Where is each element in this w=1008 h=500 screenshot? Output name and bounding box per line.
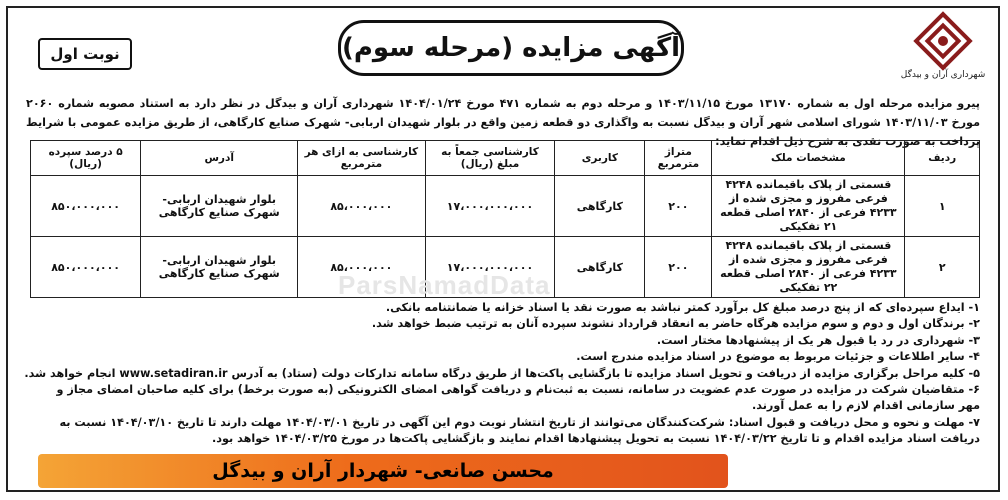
header-property-spec: مشخصات ملک <box>712 141 905 176</box>
header-usage: کاربری <box>555 141 645 176</box>
condition-item: ۴- سایر اطلاعات و جزئیات مربوط به موضوع در اسناد مزایده مندرج است. <box>576 350 980 364</box>
cell-address: بلوار شهیدان اربابی- شهرک صنایع کارگاهی <box>141 176 298 237</box>
cell-row-number: ۲ <box>905 237 980 298</box>
cell-area: ۲۰۰ <box>645 176 712 237</box>
notice-title: آگهی مزایده (مرحله سوم) <box>338 20 684 76</box>
publication-round-badge: نوبت اول <box>38 38 132 70</box>
cell-usage: کارگاهی <box>555 237 645 298</box>
condition-item: ۲- برندگان اول و دوم و سوم مزایده هرگاه حاضر به انعقاد قرارداد نشوند سپرده آنان به ترتیب ضبط خواهد شد. <box>371 317 980 331</box>
cell-per-meter-appraisal: ۸۵،۰۰۰،۰۰۰ <box>298 176 425 237</box>
condition-item: ۵- کلیه مراحل برگزاری مزایده از دریافت و تحویل اسناد مزایده تا بازگشایی پاکت‌ها از طریق درگاه سامانه تدارکات دولت (ستاد) به آدرس www.setadiran.ir انجام خواهد شد. <box>24 366 980 380</box>
cell-deposit: ۸۵۰،۰۰۰،۰۰۰ <box>31 176 141 237</box>
cell-total-appraisal: ۱۷،۰۰۰،۰۰۰،۰۰۰ <box>425 176 555 237</box>
header-per-meter-appraisal: کارشناسی به ازای هر مترمربع <box>298 141 425 176</box>
intro-paragraph: پیرو مزایده مرحله اول به شماره ۱۳۱۷۰ مورخ ۱۴۰۳/۱۱/۱۵ و مرحله دوم به شماره ۴۷۱ مورخ ۱۴۰۴/۰۱/۲۴ شهرداری آران و بیدگل در نظر دارد به استناد مصوبه شماره ۲۰۶۰ مورخ ۱۴۰۳/۱۱/۰۳ شورای اسلامی شهر آران و بیدگل نسبت به واگذاری دو قطعه زمین واقع در بلوار شهیدان اربابی- شهرک صنایع کارگاهی، از طریق مزایده عمومی با شرایط پرداخت به صورت نقدی به شرح ذیل اقدام نماید: <box>26 97 980 148</box>
condition-item: ۷- مهلت و نحوه و محل دریافت و قبول اسناد: شرکت‌کنندگان می‌توانند از تاریخ انتشار نوبت دوم این آگهی در تاریخ ۱۴۰۴/۰۳/۰۱ مهلت دارند تا تاریخ ۱۴۰۴/۰۳/۱۰ نسبت به دریافت اسناد مزایده اقدام و تا تاریخ ۱۴۰۴/۰۳/۲۲ نسبت به تحویل پیشنهادها اقدام نمایند و بازگشایی پاکت‌ها در مورخ ۱۴۰۴/۰۳/۲۵ خواهد بود. <box>59 415 980 446</box>
cell-property-spec: قسمتی از پلاک باقیمانده ۴۲۴۸ فرعی مفروز و مجزی شده از ۴۲۳۳ فرعی از ۲۸۴۰ اصلی قطعه ۲۲ تفکیکی <box>712 237 905 298</box>
cell-deposit: ۸۵۰،۰۰۰،۰۰۰ <box>31 237 141 298</box>
header-address: آدرس <box>141 141 298 176</box>
header-deposit: ۵ درصد سپرده (ریال) <box>31 141 141 176</box>
header-total-appraisal: کارشناسی جمعاً به مبلغ (ریال) <box>425 141 555 176</box>
header-area: متراژ مترمربع <box>645 141 712 176</box>
condition-item: ۳- شهرداری در رد یا قبول هر یک از پیشنهادها مختار است. <box>656 333 980 347</box>
cell-area: ۲۰۰ <box>645 237 712 298</box>
watermark-text: ParsNamadData <box>338 270 551 300</box>
table-row <box>31 176 980 237</box>
header-row-number: ردیف <box>905 141 980 176</box>
cell-usage: کارگاهی <box>555 176 645 237</box>
mayor-signature-banner: محسن صانعی- شهردار آران و بیدگل <box>38 454 728 488</box>
cell-per-meter-appraisal: ۸۵،۰۰۰،۰۰۰ <box>298 237 425 298</box>
cell-property-spec: قسمتی از پلاک باقیمانده ۴۲۴۸ فرعی مفروز و مجزی شده از ۴۲۳۳ فرعی از ۲۸۴۰ اصلی قطعه ۲۱ تفکیکی <box>712 176 905 237</box>
cell-address: بلوار شهیدان اربابی- شهرک صنایع کارگاهی <box>141 237 298 298</box>
condition-item: ۱- ایداع سپرده‌ای که از پنج درصد مبلغ کل برآورد کمتر نباشد به صورت نقد یا اسناد خزانه یا ضمانتنامه بانکی. <box>385 301 980 314</box>
cell-total-appraisal: ۱۷،۰۰۰،۰۰۰،۰۰۰ <box>425 237 555 298</box>
table-header-row <box>31 141 980 176</box>
conditions-list <box>24 300 980 448</box>
logo-caption: شهرداری آران و بیدگل <box>900 70 986 80</box>
cell-row-number: ۱ <box>905 176 980 237</box>
auction-notice <box>6 6 1000 492</box>
condition-item: ۶- متقاضیان شرکت در مزایده در صورت عدم عضویت در سامانه، نسبت به ثبت‌نام و دریافت گواهی امضای الکترونیکی (به صورت برخط) برای کلیه صاحبان امضای مجاز و مهر سازمانی اقدام لازم را به عمل آورند. <box>56 383 980 413</box>
